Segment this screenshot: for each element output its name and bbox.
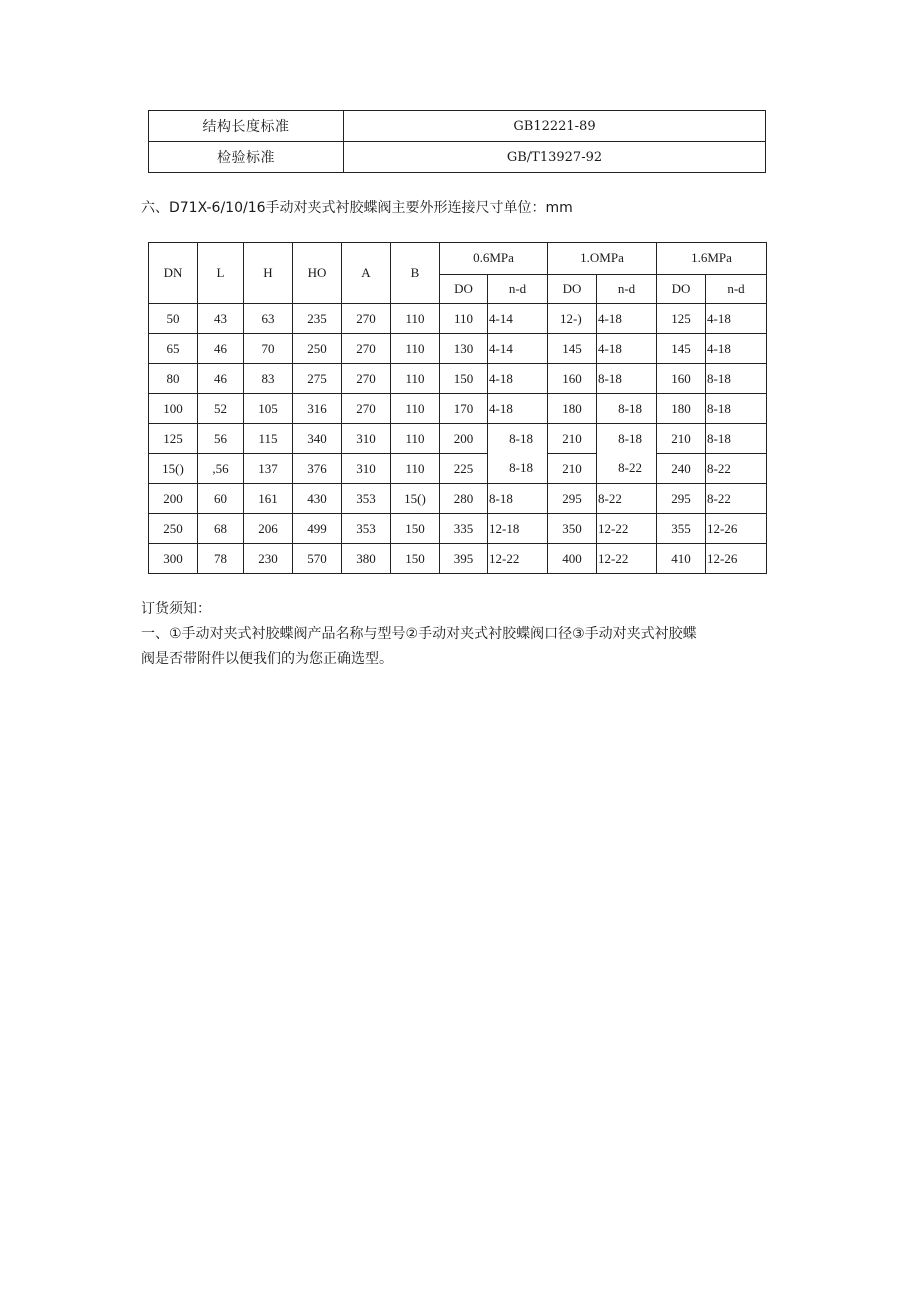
- table-cell: 4-14: [488, 304, 548, 334]
- table-cell: 355: [657, 514, 706, 544]
- table-row: [149, 334, 767, 364]
- table-cell: 4-18: [488, 364, 548, 394]
- table-cell: 4-18: [488, 394, 548, 424]
- table-cell: 4-18: [706, 304, 767, 334]
- table-cell: 70: [244, 334, 293, 364]
- table-cell: 110: [391, 454, 440, 484]
- table-cell: 270: [342, 334, 391, 364]
- table-cell: 380: [342, 544, 391, 574]
- table-cell: 110: [391, 394, 440, 424]
- table-cell: 310: [342, 454, 391, 484]
- table-row: [149, 394, 767, 424]
- table-cell: 110: [391, 424, 440, 454]
- table-cell: 137: [244, 454, 293, 484]
- header-pressure-1-6: 1.6MPa: [657, 243, 767, 275]
- table-cell: 43: [198, 304, 244, 334]
- standards-table: [148, 110, 766, 173]
- order-notice-line: 阀是否带附件以便我们的为您正确选型。: [141, 651, 393, 667]
- table-cell: 400: [548, 544, 597, 574]
- table-cell: 15(): [149, 454, 198, 484]
- table-cell: 105: [244, 394, 293, 424]
- table-cell: 200: [149, 484, 198, 514]
- table-cell: 8-18: [706, 394, 767, 424]
- table-cell: 46: [198, 334, 244, 364]
- table-cell: 60: [198, 484, 244, 514]
- table-cell: 250: [293, 334, 342, 364]
- table-cell: 310: [342, 424, 391, 454]
- table-cell: 8-18: [488, 454, 548, 484]
- header-do: DO: [440, 274, 488, 303]
- table-cell: 270: [342, 364, 391, 394]
- header-do: DO: [657, 274, 706, 303]
- table-cell: 115: [244, 424, 293, 454]
- table-cell: 160: [548, 364, 597, 394]
- table-cell: 150: [391, 544, 440, 574]
- table-cell: 110: [440, 304, 488, 334]
- header-pressure-1-0: 1.OMPa: [548, 243, 657, 275]
- table-cell: 570: [293, 544, 342, 574]
- header-l: L: [198, 243, 244, 304]
- table-cell: 353: [342, 484, 391, 514]
- table-cell: 235: [293, 304, 342, 334]
- table-cell: 161: [244, 484, 293, 514]
- table-cell: 8-22: [706, 484, 767, 514]
- table-cell: 145: [657, 334, 706, 364]
- table-cell: 12-26: [706, 514, 767, 544]
- table-row: [149, 424, 767, 454]
- table-cell: 8-18: [706, 364, 767, 394]
- table-cell: 15(): [391, 484, 440, 514]
- table-cell: 335: [440, 514, 488, 544]
- order-notice-line: 一、①手动对夹式衬胶蝶阀产品名称与型号②手动对夹式衬胶蝶阀口径③手动对夹式衬胶蝶: [141, 626, 697, 642]
- table-cell: 210: [657, 424, 706, 454]
- table-cell: 12-): [548, 304, 597, 334]
- header-do: DO: [548, 274, 597, 303]
- table-cell: 4-18: [706, 334, 767, 364]
- header-nd: n-d: [597, 274, 657, 303]
- header-a: A: [342, 243, 391, 304]
- table-cell: 410: [657, 544, 706, 574]
- table-cell: 280: [440, 484, 488, 514]
- table-cell: 180: [657, 394, 706, 424]
- table-cell: 395: [440, 544, 488, 574]
- table-cell: 65: [149, 334, 198, 364]
- table-cell: 8-22: [597, 454, 657, 484]
- order-notice: [141, 597, 781, 672]
- table-cell: 8-18: [597, 394, 657, 424]
- table-cell: 340: [293, 424, 342, 454]
- table-cell: 4-14: [488, 334, 548, 364]
- table-cell: 206: [244, 514, 293, 544]
- table-cell: 200: [440, 424, 488, 454]
- table-cell: 63: [244, 304, 293, 334]
- table-cell: 316: [293, 394, 342, 424]
- standard-label: 检验标准: [149, 142, 344, 173]
- table-cell: ,56: [198, 454, 244, 484]
- table-row: [149, 544, 767, 574]
- table-cell: 100: [149, 394, 198, 424]
- standards-row: [149, 142, 766, 173]
- table-cell: 250: [149, 514, 198, 544]
- table-cell: 12-22: [597, 514, 657, 544]
- table-cell: 295: [548, 484, 597, 514]
- table-cell: 353: [342, 514, 391, 544]
- table-cell: 4-18: [597, 304, 657, 334]
- table-cell: 8-18: [488, 484, 548, 514]
- table-cell: 240: [657, 454, 706, 484]
- table-cell: 50: [149, 304, 198, 334]
- table-cell: 12-26: [706, 544, 767, 574]
- table-cell: 52: [198, 394, 244, 424]
- table-cell: 12-22: [597, 544, 657, 574]
- header-dn: DN: [149, 243, 198, 304]
- table-cell: 83: [244, 364, 293, 394]
- table-cell: 110: [391, 304, 440, 334]
- table-cell: 145: [548, 334, 597, 364]
- table-cell: 160: [657, 364, 706, 394]
- table-cell: 12-18: [488, 514, 548, 544]
- dimension-table: [148, 242, 767, 574]
- table-row: [149, 454, 767, 484]
- standards-row: [149, 111, 766, 142]
- table-cell: 110: [391, 364, 440, 394]
- table-cell: 80: [149, 364, 198, 394]
- table-row: [149, 304, 767, 334]
- table-cell: 295: [657, 484, 706, 514]
- table-row: [149, 484, 767, 514]
- table-cell: 430: [293, 484, 342, 514]
- header-nd: n-d: [706, 274, 767, 303]
- table-cell: 8-18: [597, 424, 657, 454]
- table-cell: 125: [657, 304, 706, 334]
- table-cell: 210: [548, 424, 597, 454]
- section-heading: 六、D71X-6/10/16手动对夹式衬胶蝶阀主要外形连接尺寸单位：mm: [141, 200, 573, 216]
- table-cell: 46: [198, 364, 244, 394]
- table-cell: 12-22: [488, 544, 548, 574]
- header-b: B: [391, 243, 440, 304]
- table-cell: 350: [548, 514, 597, 544]
- table-cell: 110: [391, 334, 440, 364]
- order-notice-title: 订货须知：: [141, 601, 211, 617]
- table-cell: 270: [342, 304, 391, 334]
- table-cell: 8-22: [597, 484, 657, 514]
- table-row: [149, 514, 767, 544]
- header-nd: n-d: [488, 274, 548, 303]
- table-cell: 499: [293, 514, 342, 544]
- header-h: H: [244, 243, 293, 304]
- table-cell: 4-18: [597, 334, 657, 364]
- table-cell: 170: [440, 394, 488, 424]
- table-cell: 300: [149, 544, 198, 574]
- table-cell: 150: [391, 514, 440, 544]
- table-cell: 270: [342, 394, 391, 424]
- table-cell: 8-18: [706, 424, 767, 454]
- table-cell: 78: [198, 544, 244, 574]
- table-cell: 68: [198, 514, 244, 544]
- header-ho: HO: [293, 243, 342, 304]
- table-cell: 376: [293, 454, 342, 484]
- table-cell: 210: [548, 454, 597, 484]
- table-cell: 150: [440, 364, 488, 394]
- table-cell: 8-18: [488, 424, 548, 454]
- table-cell: 230: [244, 544, 293, 574]
- standard-value: GB12221-89: [344, 111, 766, 142]
- table-row: [149, 364, 767, 394]
- header-pressure-0-6: 0.6MPa: [440, 243, 548, 275]
- table-cell: 125: [149, 424, 198, 454]
- table-cell: 225: [440, 454, 488, 484]
- standard-value: GB/T13927-92: [344, 142, 766, 173]
- table-cell: 8-18: [597, 364, 657, 394]
- standard-label: 结构长度标准: [149, 111, 344, 142]
- table-cell: 130: [440, 334, 488, 364]
- table-cell: 275: [293, 364, 342, 394]
- table-cell: 180: [548, 394, 597, 424]
- table-cell: 56: [198, 424, 244, 454]
- table-cell: 8-22: [706, 454, 767, 484]
